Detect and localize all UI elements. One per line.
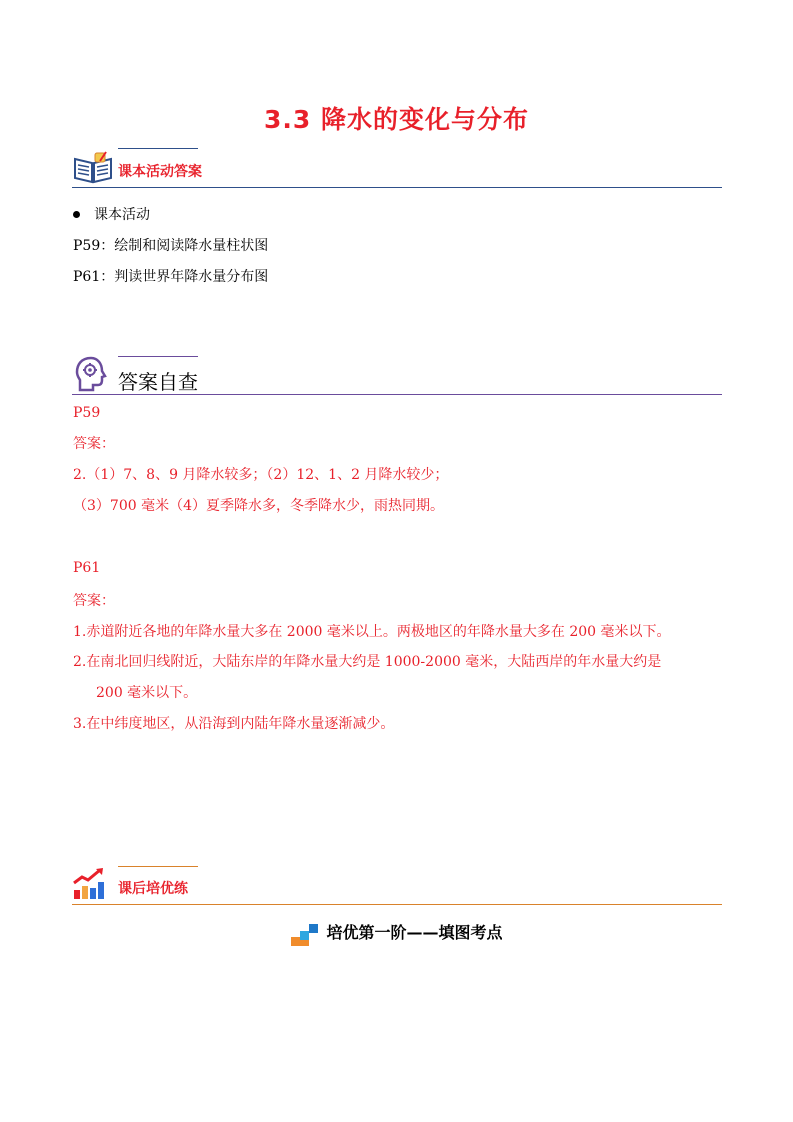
answer-line: 2.在南北回归线附近，大陆东岸的年降水量大约是 1000-2000 毫米，大陆西岸的年水量大约是: [73, 654, 662, 670]
section-header-after-class-practice: [72, 866, 722, 905]
bullet-text: 课本活动: [94, 207, 150, 223]
answer-label: 答案：: [73, 436, 115, 452]
section-header-textbook-answers: [72, 148, 722, 188]
bullet-item: [73, 205, 150, 225]
head-brain-icon: [74, 356, 108, 392]
answer-line: 3.在中纬度地区，从沿海到内陆年降水量逐渐减少。: [73, 716, 395, 732]
answer-line: （3）700 毫米（4）夏季降水多，冬季降水少，雨热同期。: [73, 498, 444, 514]
section-header-answer-check: [72, 356, 722, 395]
answer-line: 2.（1）7、8、9 月降水较多；（2）12、1、2 月降水较少；: [73, 467, 449, 483]
stairs-icon: [290, 921, 322, 947]
answer-line: 1.赤道附近各地的年降水量大多在 2000 毫米以上。两极地区的年降水量大多在 200 毫米以下。: [73, 624, 671, 640]
bullet-icon: [73, 211, 80, 218]
section-rule: [72, 394, 722, 395]
answer-line: 200 毫米以下。: [96, 685, 198, 701]
growth-chart-icon: [72, 866, 108, 900]
subheading-text: 培优第一阶——填图考点: [326, 923, 503, 942]
answer-label: 答案：: [73, 593, 115, 609]
section-label: 课本活动答案: [118, 164, 202, 180]
section-label: 答案自查: [118, 370, 198, 394]
page-title: 3.3 降水的变化与分布: [264, 105, 529, 134]
answer-page-ref: P59: [73, 405, 101, 421]
section-top-rule: [118, 148, 198, 149]
section-label: 课后培优练: [118, 881, 188, 897]
activity-item: P61：判读世界年降水量分布图: [73, 269, 269, 285]
section-top-rule: [118, 356, 198, 357]
activity-item: P59：绘制和阅读降水量柱状图: [73, 238, 269, 254]
subheading: [0, 920, 793, 947]
section-rule: [72, 187, 722, 188]
section-rule: [72, 904, 722, 905]
section-top-rule: [118, 866, 198, 867]
answer-page-ref: P61: [73, 560, 101, 576]
open-book-icon: [72, 151, 114, 185]
